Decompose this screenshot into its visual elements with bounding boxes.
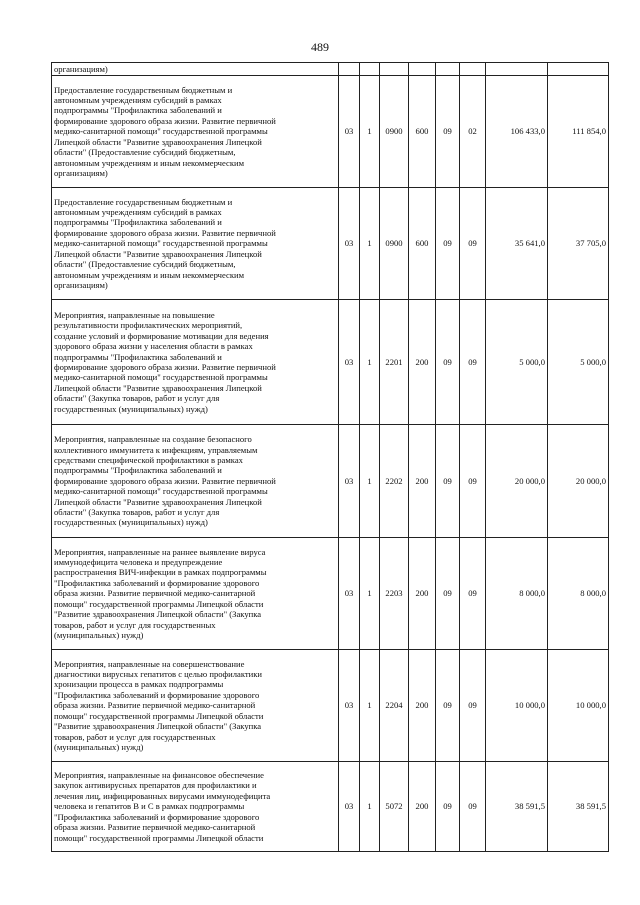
expense-type-cell — [409, 63, 436, 76]
amount-year-2-cell: 10 000,0 — [548, 650, 609, 762]
row-description-cell: Мероприятия, направленные на повышение результативности профилактических мероприятий, создание условий и формирование мотивации для ведения здорового образа жизни у населения области в рамках подпрограммы "Профилактика заболеваний и формирование здорового образа жизни. Развитие первичной медико-санитарной помощи" государственной программы Липецкой области "Развитие здравоохранения Липецкой области" (Закупка товаров, работ и услуг для государственных (муниципальных) нужд) — [52, 300, 339, 425]
subchapter-code-cell: 1 — [360, 650, 380, 762]
chapter-code-cell: 03 — [339, 762, 360, 852]
table-row — [52, 188, 609, 300]
table-row — [52, 762, 609, 852]
row-description-cell: Предоставление государственным бюджетным и автономным учреждениям субсидий в рамках подпрограммы "Профилактика заболеваний и формирование здорового образа жизни. Развитие первичной медико-санитарной помощи" государственной программы Липецкой области "Развитие здравоохранения Липецкой области" (Предоставление субсидий бюджетным, автономным учреждениям и иным некоммерческим организациям) — [52, 188, 339, 300]
chapter-code-cell: 03 — [339, 425, 360, 538]
amount-year-2-cell: 5 000,0 — [548, 300, 609, 425]
section-code-cell: 09 — [436, 650, 460, 762]
amount-year-1-cell: 5 000,0 — [486, 300, 548, 425]
table-row — [52, 650, 609, 762]
row-description-cell: Мероприятия, направленные на создание безопасного коллективного иммунитета к инфекциям, управляемым средствами специфической профилактики в рамках подпрограммы "Профилактика заболеваний и формирование здорового образа жизни. Развитие первичной медико-санитарной помощи" государственной программы Липецкой области "Развитие здравоохранения Липецкой области" (Закупка товаров, работ и услуг для государственных (муниципальных) нужд) — [52, 425, 339, 538]
target-article-cell: 2202 — [380, 425, 409, 538]
amount-year-1-cell: 38 591,5 — [486, 762, 548, 852]
subsection-code-cell: 09 — [460, 300, 486, 425]
table-row — [52, 538, 609, 650]
section-code-cell: 09 — [436, 300, 460, 425]
chapter-code-cell — [339, 63, 360, 76]
subchapter-code-cell — [360, 63, 380, 76]
row-description-cell: Мероприятия, направленные на раннее выявление вируса иммунодефицита человека и предупреждение распространения ВИЧ-инфекции в рамках подпрограммы "Профилактика заболеваний и формирование здорового образа жизни. Развитие первичной медико-санитарной помощи" государственной программы Липецкой области "Развитие здравоохранения Липецкой области" (Закупка товаров, работ и услуг для государственных (муниципальных) нужд) — [52, 538, 339, 650]
section-code-cell: 09 — [436, 76, 460, 188]
chapter-code-cell: 03 — [339, 76, 360, 188]
subsection-code-cell: 09 — [460, 425, 486, 538]
target-article-cell: 0900 — [380, 76, 409, 188]
amount-year-2-cell: 8 000,0 — [548, 538, 609, 650]
amount-year-2-cell: 111 854,0 — [548, 76, 609, 188]
subchapter-code-cell: 1 — [360, 76, 380, 188]
expense-type-cell: 600 — [409, 188, 436, 300]
subchapter-code-cell: 1 — [360, 538, 380, 650]
subchapter-code-cell: 1 — [360, 425, 380, 538]
subsection-code-cell: 09 — [460, 650, 486, 762]
expense-type-cell: 200 — [409, 300, 436, 425]
amount-year-1-cell: 20 000,0 — [486, 425, 548, 538]
expense-type-cell: 600 — [409, 76, 436, 188]
expense-type-cell: 200 — [409, 425, 436, 538]
target-article-cell: 2204 — [380, 650, 409, 762]
expense-type-cell: 200 — [409, 538, 436, 650]
amount-year-1-cell: 106 433,0 — [486, 76, 548, 188]
budget-table — [51, 62, 609, 852]
expense-type-cell: 200 — [409, 650, 436, 762]
amount-year-2-cell: 20 000,0 — [548, 425, 609, 538]
amount-year-1-cell: 35 641,0 — [486, 188, 548, 300]
target-article-cell: 5072 — [380, 762, 409, 852]
row-description-cell: организациям) — [52, 63, 339, 76]
chapter-code-cell: 03 — [339, 188, 360, 300]
row-description-cell: Мероприятия, направленные на совершенствование диагностики вирусных гепатитов с целью профилактики хронизации процесса в рамках подпрограммы "Профилактика заболеваний и формирование здорового образа жизни. Развитие первичной медико-санитарной помощи" государственной программы Липецкой области "Развитие здравоохранения Липецкой области" (Закупка товаров, работ и услуг для государственных (муниципальных) нужд) — [52, 650, 339, 762]
amount-year-2-cell: 38 591,5 — [548, 762, 609, 852]
subsection-code-cell: 09 — [460, 762, 486, 852]
subchapter-code-cell: 1 — [360, 300, 380, 425]
page-number: 489 — [311, 40, 329, 54]
amount-year-1-cell — [486, 63, 548, 76]
subchapter-code-cell: 1 — [360, 188, 380, 300]
table-row — [52, 63, 609, 76]
section-code-cell: 09 — [436, 425, 460, 538]
amount-year-2-cell: 37 705,0 — [548, 188, 609, 300]
chapter-code-cell: 03 — [339, 300, 360, 425]
section-code-cell — [436, 63, 460, 76]
section-code-cell: 09 — [436, 188, 460, 300]
amount-year-1-cell: 8 000,0 — [486, 538, 548, 650]
table-row — [52, 300, 609, 425]
expense-type-cell: 200 — [409, 762, 436, 852]
row-description-cell: Мероприятия, направленные на финансовое обеспечение закупок антивирусных препаратов для профилактики и лечения лиц, инфицированных вирусами иммунодефицита человека и гепатитов В и С в рамках подпрограммы "Профилактика заболеваний и формирование здорового образа жизни. Развитие первичной медико-санитарной помощи" государственной программы Липецкой области — [52, 762, 339, 852]
subsection-code-cell: 09 — [460, 188, 486, 300]
target-article-cell: 2201 — [380, 300, 409, 425]
target-article-cell — [380, 63, 409, 76]
section-code-cell: 09 — [436, 762, 460, 852]
subsection-code-cell: 09 — [460, 538, 486, 650]
subsection-code-cell: 02 — [460, 76, 486, 188]
section-code-cell: 09 — [436, 538, 460, 650]
target-article-cell: 0900 — [380, 188, 409, 300]
subsection-code-cell — [460, 63, 486, 76]
chapter-code-cell: 03 — [339, 650, 360, 762]
table-row — [52, 76, 609, 188]
amount-year-1-cell: 10 000,0 — [486, 650, 548, 762]
row-description-cell: Предоставление государственным бюджетным и автономным учреждениям субсидий в рамках подпрограммы "Профилактика заболеваний и формирование здорового образа жизни. Развитие первичной медико-санитарной помощи" государственной программы Липецкой области "Развитие здравоохранения Липецкой области" (Предоставление субсидий бюджетным, автономным учреждениям и иным некоммерческим организациям) — [52, 76, 339, 188]
chapter-code-cell: 03 — [339, 538, 360, 650]
table-row — [52, 425, 609, 538]
amount-year-2-cell — [548, 63, 609, 76]
subchapter-code-cell: 1 — [360, 762, 380, 852]
target-article-cell: 2203 — [380, 538, 409, 650]
